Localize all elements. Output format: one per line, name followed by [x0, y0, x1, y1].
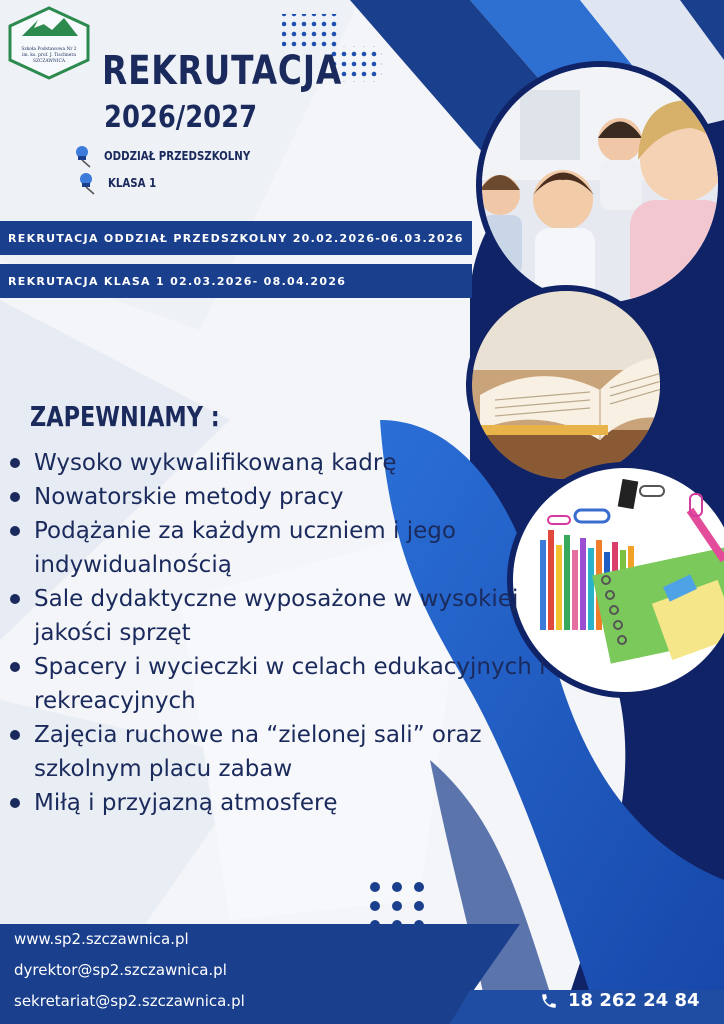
phone-number-text: 18 262 24 84 — [568, 990, 700, 1011]
pin-label-preschool: ODDZIAŁ PRZEDSZKOLNY — [104, 149, 251, 163]
pushpin-icon — [72, 171, 102, 195]
list-item: Zajęcia ruchowe na “zielonej sali” oraz szkolnym placu zabaw — [8, 718, 548, 786]
school-logo — [8, 6, 90, 80]
director-email-link[interactable]: dyrektor@sp2.szczawnica.pl — [14, 961, 227, 979]
list-item: Wysoko wykwalifikowaną kadrę — [8, 446, 548, 480]
features-heading: ZAPEWNIAMY : — [30, 400, 220, 433]
logo-text-line1: Szkoła Podstawowa Nr 2 — [21, 47, 77, 52]
list-item: Podążanie za każdym uczniem i jego indywidualnością — [8, 514, 548, 582]
page-title: REKRUTACJA — [102, 48, 343, 94]
phone-icon — [540, 992, 558, 1010]
website-link[interactable]: www.sp2.szczawnica.pl — [14, 930, 189, 948]
office-email-link[interactable]: sekretariat@sp2.szczawnica.pl — [14, 992, 245, 1010]
school-year: 2026/2027 — [104, 100, 258, 135]
pin-item-grade1 — [72, 171, 165, 195]
list-item: Sale dydaktyczne wyposażone w wysokiej jakości sprzęt — [8, 582, 548, 650]
list-item: Miłą i przyjazną atmosferę — [8, 786, 548, 820]
list-item: Nowatorskie metody pracy — [8, 480, 548, 514]
band-grade1-dates: REKRUTACJA KLASA 1 02.03.2026- 08.04.2026 — [0, 264, 472, 298]
logo-text-line3: SZCZAWNICA — [32, 59, 66, 64]
pin-item-preschool — [68, 144, 276, 168]
pin-label-grade1: KLASA 1 — [108, 176, 157, 190]
features-list — [8, 446, 548, 820]
list-item: Spacery i wycieczki w celach edukacyjnych i rekreacyjnych — [8, 650, 548, 718]
logo-text-line2: im. ks. prof. J. Tischnera — [21, 53, 77, 58]
phone-number[interactable] — [540, 990, 700, 1011]
pushpin-icon — [68, 144, 98, 168]
dots-bottom — [370, 882, 424, 930]
band-preschool-dates: REKRUTACJA ODDZIAŁ PRZEDSZKOLNY 20.02.2026-06.03.2026 — [0, 221, 472, 255]
contact-block — [14, 924, 245, 1017]
